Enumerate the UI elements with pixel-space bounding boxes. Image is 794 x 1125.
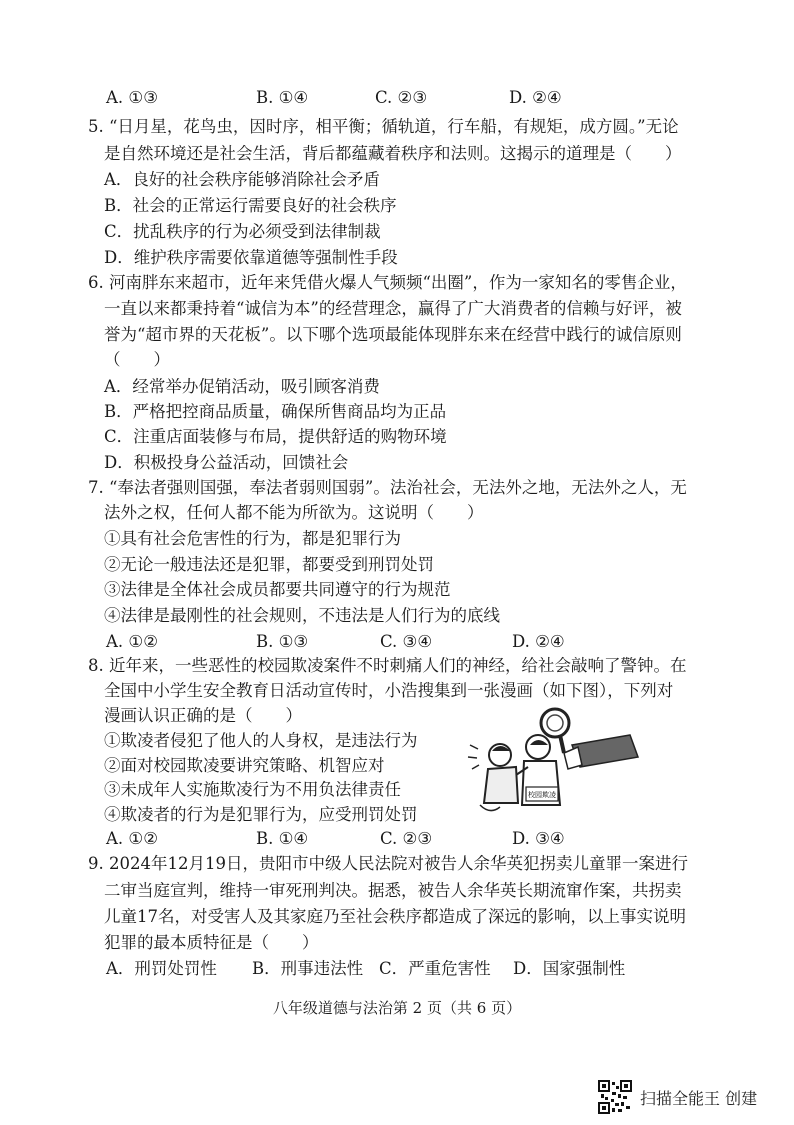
q8-stem-line-2: 全国中小学生安全教育日活动宣传时，小浩搜集到一张漫画（如下图），下列对 bbox=[104, 681, 674, 700]
q4-option-c: C. ②③ bbox=[375, 88, 428, 107]
giant-hand bbox=[564, 747, 582, 769]
q7-option-b: B. ①③ bbox=[256, 632, 309, 651]
q7-option-d: D. ②④ bbox=[512, 632, 565, 651]
q9-option-d: D．国家强制性 bbox=[513, 959, 626, 978]
q9-stem-line-1: 9. 2024年12月19日，贵阳市中级人民法院对被告人余华英犯拐卖儿童罪一案进行 bbox=[88, 854, 688, 873]
q8-statement-4: ④欺凌者的行为是犯罪行为，应受刑罚处罚 bbox=[104, 805, 418, 824]
q5-option-b: B．社会的正常运行需要良好的社会秩序 bbox=[104, 196, 397, 215]
q6-option-a: A．经常举办促销活动，吸引顾客消费 bbox=[104, 377, 380, 396]
victim-body bbox=[484, 767, 518, 803]
q4-option-a: A. ①③ bbox=[106, 88, 158, 107]
q6-stem-line-1: 6. 河南胖东来超市，近年来凭借火爆人气频频“出圈”，作为一家知名的零售企业， bbox=[88, 273, 687, 292]
q8-statement-1: ①欺凌者侵犯了他人的人身权，是违法行为 bbox=[104, 731, 418, 750]
q4-option-b: B. ①④ bbox=[256, 88, 309, 107]
q6-stem-line-3: 誉为“超市界的天花板”。以下哪个选项最能体现胖东来在经营中践行的诚信原则 bbox=[104, 325, 682, 344]
q9-stem-line-2: 二审当庭宣判，维持一审死刑判决。据悉，被告人余华英长期流窜作案，共拐卖 bbox=[104, 881, 682, 900]
magnifier-handle bbox=[560, 735, 564, 753]
q8-option-a: A. ①② bbox=[106, 829, 158, 848]
q4-option-d: D. ②④ bbox=[509, 88, 562, 107]
q7-option-a: A. ①② bbox=[106, 632, 158, 651]
q8-option-c: C. ②③ bbox=[380, 829, 433, 848]
qr-code-icon bbox=[598, 1080, 632, 1114]
q7-stem-line-2: 法外之权，任何人都不能为所欲为。这说明（ ） bbox=[104, 503, 484, 522]
q6-stem-line-4: （ ） bbox=[104, 350, 170, 369]
q7-statement-2: ②无论一般违法还是犯罪，都要受到刑罚处罚 bbox=[104, 555, 434, 574]
q7-option-c: C. ③④ bbox=[380, 632, 433, 651]
q8-statement-3: ③未成年人实施欺凌行为不用负法律责任 bbox=[104, 780, 401, 799]
q8-stem-line-3: 漫画认识正确的是（ ） bbox=[104, 706, 302, 725]
magnifier-ring bbox=[541, 709, 569, 737]
magnifier-lens bbox=[547, 715, 563, 731]
q8-option-d: D. ③④ bbox=[512, 829, 565, 848]
q9-stem-line-3: 儿童17名，对受害人及其家庭乃至社会秩序都造成了深远的影响，以上事实说明 bbox=[104, 907, 686, 926]
q7-statement-4: ④法律是最刚性的社会规则，不违法是人们行为的底线 bbox=[104, 606, 500, 625]
q5-stem-line-2: 是自然环境还是社会生活，背后都蕴藏着秩序和法则。这揭示的道理是（ ） bbox=[104, 144, 682, 163]
q5-stem-line-1: 5. “日月星，花鸟虫，因时序，相平衡；循轨道，行车船，有规矩，成方圆。”无论 bbox=[88, 117, 679, 136]
q6-option-d: D．积极投身公益活动，回馈社会 bbox=[104, 453, 349, 472]
q5-option-c: C．扰乱秩序的行为必须受到法律制裁 bbox=[104, 222, 381, 241]
q9-option-a: A．刑罚处罚性 bbox=[106, 959, 217, 978]
q9-stem-line-4: 犯罪的最本质特征是（ ） bbox=[104, 933, 319, 952]
q7-statement-1: ①具有社会危害性的行为，都是犯罪行为 bbox=[104, 529, 401, 548]
q8-option-b: B. ①④ bbox=[256, 829, 309, 848]
bully-sign-text: 校园欺凌 bbox=[528, 791, 556, 799]
q5-option-a: A．良好的社会秩序能够消除社会矛盾 bbox=[104, 170, 380, 189]
q6-stem-line-2: 一直以来都秉持着“诚信为本”的经营理念，赢得了广大消费者的信赖与好评，被 bbox=[104, 299, 682, 318]
bully-head bbox=[526, 735, 550, 759]
q5-option-d: D．维护秩序需要依靠道德等强制性手段 bbox=[104, 248, 398, 267]
q9-option-c: C．严重危害性 bbox=[379, 959, 491, 978]
q7-statement-3: ③法律是全体社会成员都要共同遵守的行为规范 bbox=[104, 580, 451, 599]
distress-marks bbox=[468, 745, 479, 769]
q7-stem-line-1: 7. “奉法者强则国强，奉法者弱则国弱”。法治社会，无法外之地，无法外之人，无 bbox=[88, 478, 687, 497]
page-footer: 八年级道德与法治第 2 页（共 6 页） bbox=[272, 999, 522, 1017]
scanner-watermark bbox=[598, 1080, 757, 1114]
bullying-cartoon-illustration bbox=[460, 705, 645, 820]
watermark-text: 扫描全能王 创建 bbox=[640, 1088, 758, 1108]
q9-option-b: B．刑事违法性 bbox=[252, 959, 364, 978]
q6-option-b: B．严格把控商品质量，确保所售商品均为正品 bbox=[104, 402, 447, 421]
q8-statement-2: ②面对校园欺凌要讲究策略、机智应对 bbox=[104, 756, 385, 775]
q6-option-c: C．注重店面装修与布局，提供舒适的购物环境 bbox=[104, 427, 447, 446]
ground-mark bbox=[480, 805, 500, 811]
q8-stem-line-1: 8. 近年来，一些恶性的校园欺凌案件不时刺痛人们的神经，给社会敲响了警钟。在 bbox=[88, 656, 687, 675]
